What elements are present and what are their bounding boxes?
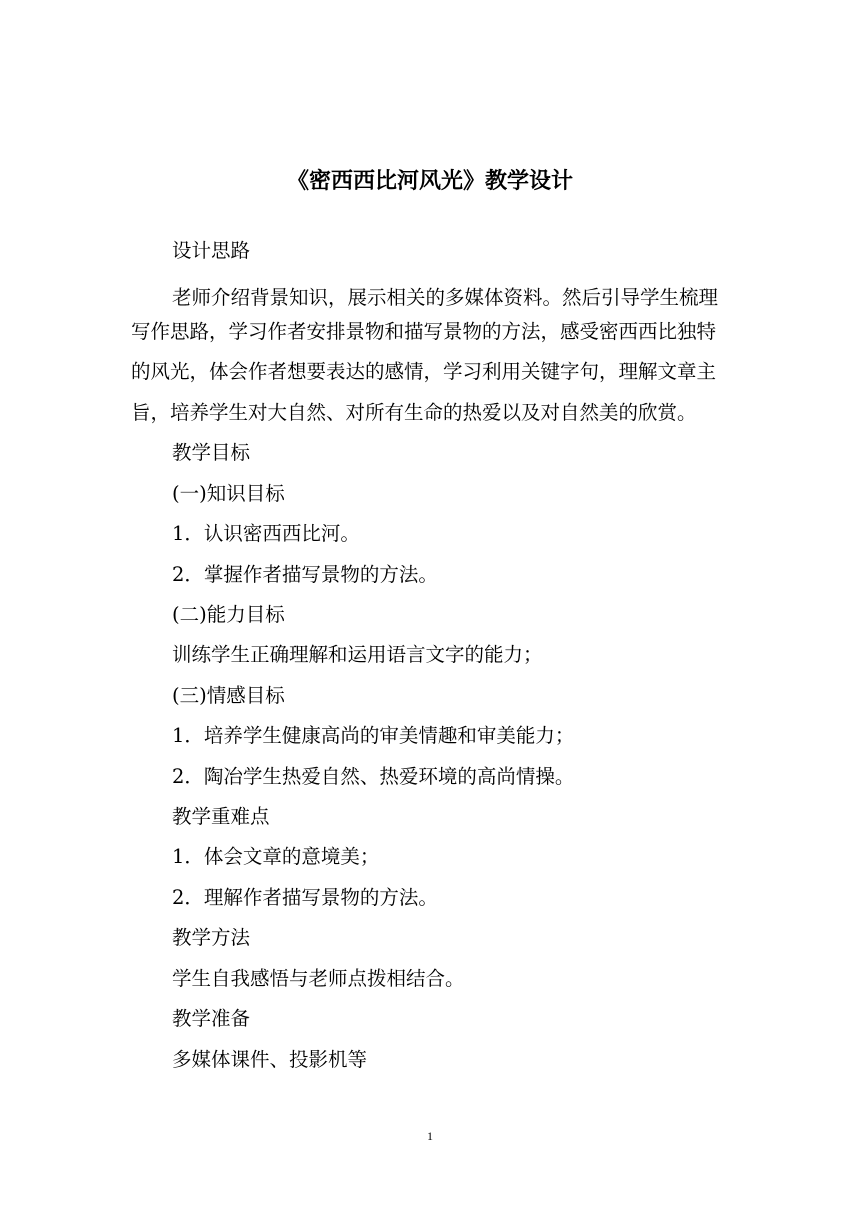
page-number: 1: [427, 1129, 433, 1143]
paragraph-line: 老师介绍背景知识，展示相关的多媒体资料。然后引导学生梳理: [172, 286, 719, 309]
list-item: 2．理解作者描写景物的方法。: [172, 886, 438, 909]
heading-objectives: 教学目标: [172, 441, 251, 464]
list-item: 2．掌握作者描写景物的方法。: [172, 563, 438, 586]
page-title: 《密西西比河风光》教学设计: [286, 168, 573, 194]
paragraph-line: 写作思路，学习作者安排景物和描写景物的方法，感受密西西比独特: [131, 320, 717, 343]
list-item: 2．陶冶学生热爱自然、热爱环境的高尚情操。: [172, 765, 575, 788]
paragraph-line: 旨，培养学生对大自然、对所有生命的热爱以及对自然美的欣赏。: [131, 401, 697, 424]
heading-key-difficulties: 教学重难点: [172, 805, 270, 828]
subheading-knowledge: (一)知识目标: [172, 482, 285, 505]
subheading-ability: (二)能力目标: [172, 603, 285, 626]
paragraph-line: 的风光，体会作者想要表达的感情，学习利用关键字句，理解文章主: [131, 360, 717, 383]
list-item: 1．认识密西西比河。: [172, 522, 360, 545]
list-item: 学生自我感悟与老师点拨相结合。: [172, 967, 465, 990]
heading-preparation: 教学准备: [172, 1007, 251, 1030]
list-item: 1．培养学生健康高尚的审美情趣和审美能力；: [172, 724, 575, 747]
list-item: 多媒体课件、投影机等: [172, 1048, 368, 1071]
subheading-emotion: (三)情感目标: [172, 684, 285, 707]
heading-method: 教学方法: [172, 926, 251, 949]
heading-design-idea: 设计思路: [172, 239, 251, 262]
list-item: 训练学生正确理解和运用语言文字的能力；: [172, 643, 543, 666]
list-item: 1．体会文章的意境美；: [172, 845, 380, 868]
